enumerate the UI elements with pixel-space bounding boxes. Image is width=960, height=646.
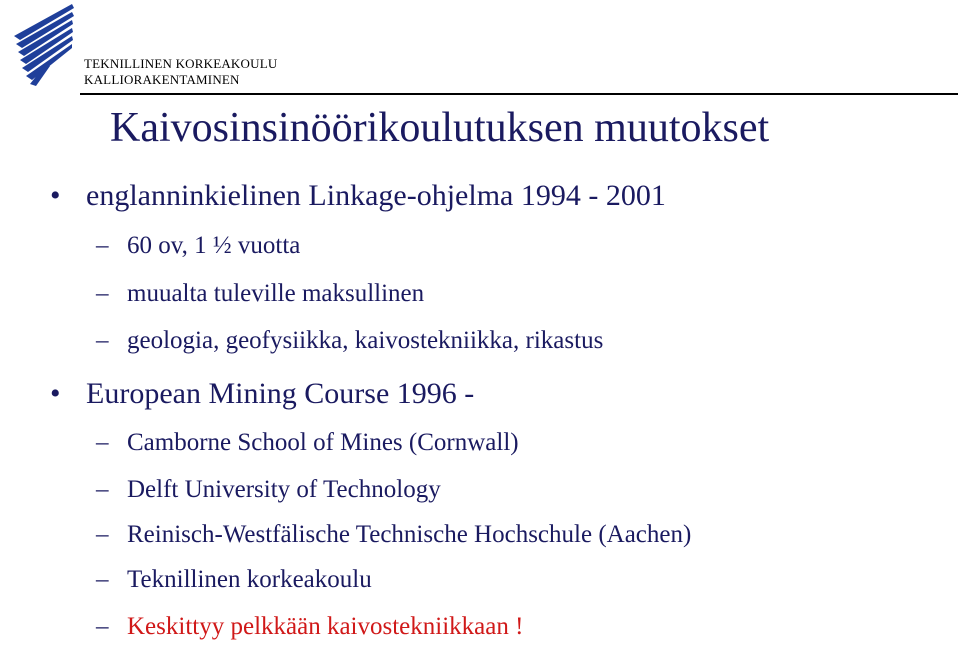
sub-bullet-text: 60 ov, 1 ½ vuotta <box>127 232 301 259</box>
org-name: TEKNILLINEN KORKEAKOULU <box>84 56 278 71</box>
bullet-text: englanninkielinen Linkage-ohjelma 1994 - 2001 <box>86 179 666 212</box>
sub-bullet-text: Reinisch-Westfälische Technische Hochschule (Aachen) <box>127 521 692 548</box>
dash-icon: – <box>96 613 109 640</box>
bullet-text: European Mining Course 1996 - <box>86 377 475 410</box>
slide-title: Kaivosinsinöörikoulutuksen muutokset <box>110 105 770 151</box>
dash-icon: – <box>96 232 109 259</box>
org-header <box>84 56 277 88</box>
university-logo-icon <box>10 2 76 86</box>
sub-bullet-text: Delft University of Technology <box>127 476 441 503</box>
sub-bullet-text: muualta tuleville maksullinen <box>127 280 425 307</box>
highlight-text: Keskittyy pelkkään kaivostekniikkaan ! <box>127 613 524 640</box>
dash-icon: – <box>96 327 109 354</box>
dash-icon: – <box>96 476 109 503</box>
sub-bullet-text: Camborne School of Mines (Cornwall) <box>127 429 519 456</box>
header-divider <box>80 93 958 95</box>
bullet-icon: • <box>50 377 61 410</box>
dash-icon: – <box>96 521 109 548</box>
sub-bullet-text: Teknillinen korkeakoulu <box>127 566 372 593</box>
bullet-icon: • <box>50 179 61 212</box>
dash-icon: – <box>96 280 109 307</box>
sub-bullet-text: geologia, geofysiikka, kaivostekniikka, rikastus <box>127 327 604 354</box>
org-department: KALLIORAKENTAMINEN <box>84 72 240 87</box>
dash-icon: – <box>96 566 109 593</box>
dash-icon: – <box>96 429 109 456</box>
